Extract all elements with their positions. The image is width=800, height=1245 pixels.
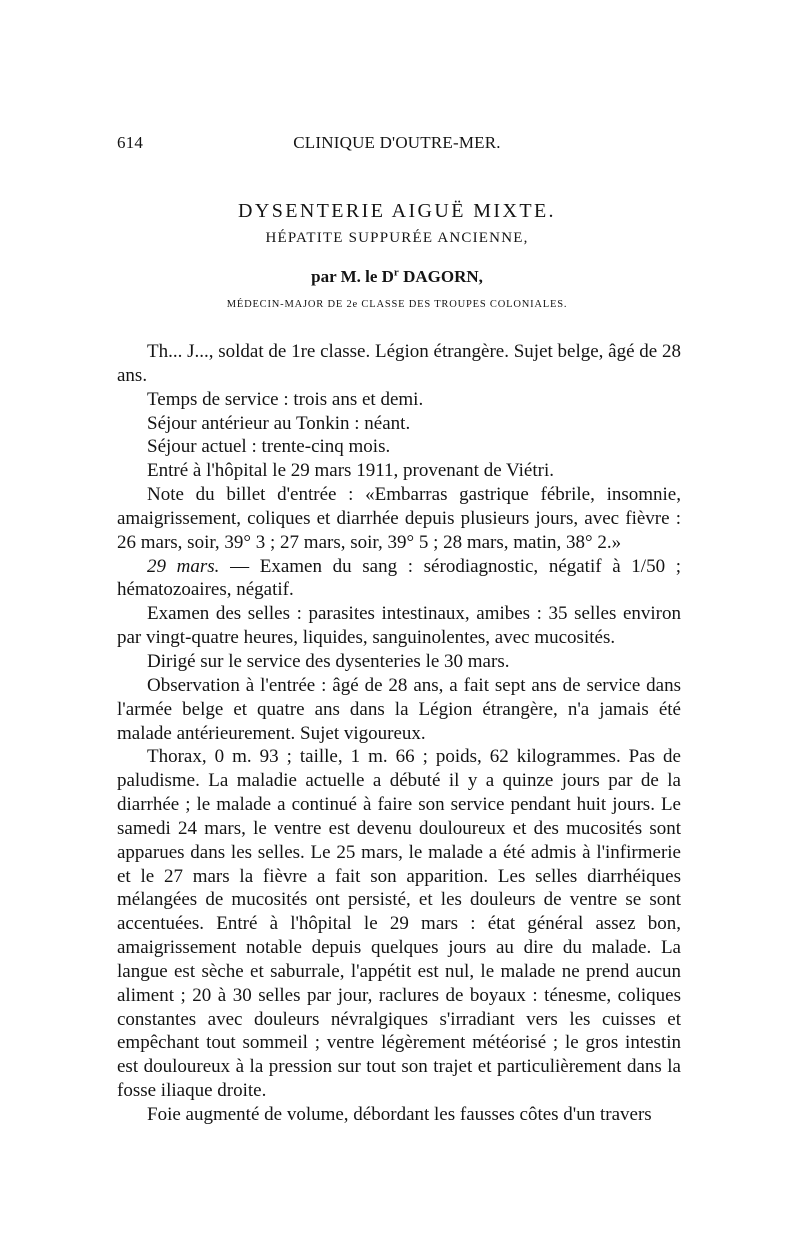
author-line: [117, 267, 677, 287]
paragraph-observation: Observation à l'entrée : âgé de 28 ans, a fait sept ans de service dans l'armée belge et quatre ans dans la Légion étrangère, n'a jamais été malade antérieurement. Sujet vigoureux.: [117, 674, 681, 744]
running-header: [117, 133, 677, 157]
paragraph-prior-stay: Séjour antérieur au Tonkin : néant.: [147, 412, 411, 434]
article-subtitle: HÉPATITE SUPPURÉE ANCIENNE,: [265, 230, 529, 246]
body-text: [117, 340, 681, 1127]
paragraph-transfer: Dirigé sur le service des dysenteries le 30 mars.: [147, 650, 510, 672]
paragraph-clinical-history: Thorax, 0 m. 93 ; taille, 1 m. 66 ; poids, 62 kilogrammes. Pas de paludisme. La maladie actuelle a débuté il y a quinze jours par de la diarrhée ; le malade a continué à faire son service pendant huit jours. Le samedi 24 mars, le ventre est devenu douloureux et des mucosités sont apparues dans les selles. Le 25 mars, le malade a été admis à l'infirmerie et le 27 mars la fièvre a fait son apparition. Les selles diarrhéiques mélangées de mucosités ont persisté, et les douleurs de ventre se sont accentuées. Entré à l'hôpital le 29 mars : état général assez bon, amaigrissement notable depuis quelques jours au dire du malade. La langue est sèche et saburrale, l'appétit est nul, le malade ne prend aucun aliment ; 20 à 30 selles par jour, raclures de boyaux : ténesme, coliques constantes avec douleurs névralgiques s'irradiant vers les cuisses et empêchant tout sommeil ; ventre légèrement météorisé ; le gros intestin est douloureux à la pression sur tout son trajet et particulièrement dans la fosse iliaque droite.: [117, 746, 681, 1102]
author-prefix: par M. le D: [311, 267, 394, 286]
paragraph-admission: Entré à l'hôpital le 29 mars 1911, provenant de Viétri.: [147, 460, 554, 482]
author-title-superscript: r: [393, 266, 399, 279]
page-number: 614: [117, 133, 144, 152]
paragraph-admission-note: Note du billet d'entrée : «Embarras gastrique fébrile, insomnie, amaigrissement, coliques et diarrhée depuis plusieurs jours, avec fièvre : 26 mars, soir, 39° 3 ; 27 mars, soir, 39° 5 ; 28 mars, matin, 38° 2.»: [117, 484, 681, 553]
author-rank: MÉDECIN-MAJOR DE 2e CLASSE DES TROUPES COLONIALES.: [226, 299, 568, 310]
blood-exam-date: 29 mars.: [147, 555, 220, 577]
article-title: DYSENTERIE AIGUË MIXTE.: [238, 200, 556, 222]
author-name: DAGORN,: [398, 267, 483, 286]
paragraph-identity: Th... J..., soldat de 1re classe. Légion étrangère. Sujet belge, âgé de 28 ans.: [117, 341, 681, 386]
blood-exam-text: — Examen du sang : sérodiagnostic, négatif à 1/50 ; hématozoaires, négatif.: [117, 555, 681, 601]
paragraph-stool-exam: Examen des selles : parasites intestinaux, amibes : 35 selles environ par vingt-quatre heures, liquides, sanguinolentes, avec mucosités.: [117, 603, 681, 649]
running-title: CLINIQUE D'OUTRE-MER.: [293, 133, 501, 152]
paragraph-current-stay: Séjour actuel : trente-cinq mois.: [147, 436, 391, 458]
paragraph-service-time: Temps de service : trois ans et demi.: [147, 388, 424, 410]
paragraph-blood-exam: [117, 555, 681, 603]
paragraph-liver: Foie augmenté de volume, débordant les fausses côtes d'un travers: [147, 1104, 652, 1125]
